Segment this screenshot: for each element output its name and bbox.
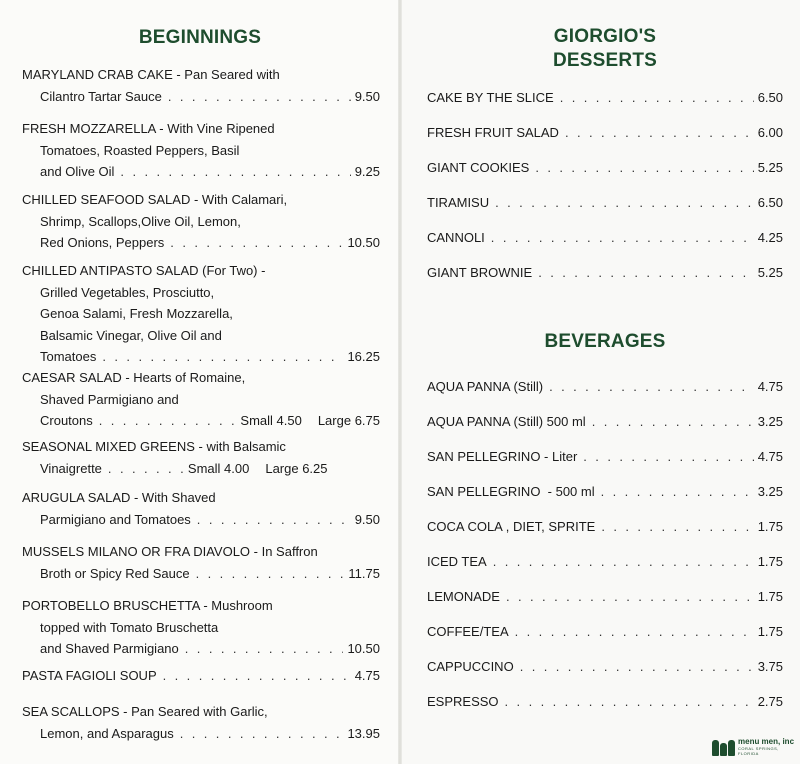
item-price: 1.75: [757, 589, 783, 604]
item-price: 6.00: [757, 125, 783, 140]
item-price: 3.25: [757, 414, 783, 429]
item-line: Grilled Vegetables, Prosciutto,: [40, 284, 215, 300]
item-price: 3.75: [757, 659, 783, 674]
beverages-list: [427, 369, 783, 719]
item-line: Tomatoes, Roasted Peppers, Basil: [40, 142, 240, 158]
item-price: 2.75: [757, 694, 783, 709]
beginnings-heading: BEGINNINGS: [138, 27, 262, 48]
desserts-heading-line1: GIORGIO'S: [553, 26, 657, 47]
item-price: 9.25: [354, 164, 380, 179]
item-line: SEA SCALLOPS - Pan Seared with Garlic,: [22, 704, 268, 719]
item-price: 5.25: [757, 265, 783, 280]
leader-dots: [506, 579, 754, 614]
leader-dots: [491, 220, 754, 255]
item-price: 13.95: [347, 725, 380, 741]
leader-dots: [180, 723, 344, 745]
leader-dots: [583, 439, 753, 474]
menu-item-arugula-salad: [22, 487, 380, 530]
item-line: MARYLAND CRAB CAKE - Pan Seared with: [22, 67, 280, 82]
item-name: GIANT COOKIES: [427, 160, 530, 175]
item-line: Croutons: [40, 413, 93, 428]
beverage-item: [427, 474, 783, 509]
item-price: 5.25: [757, 160, 783, 175]
menu-item-mussels: [22, 541, 380, 584]
beverage-item: [427, 369, 783, 404]
leader-dots: [601, 474, 754, 509]
item-name: SAN PELLEGRINO - Liter: [427, 449, 578, 464]
menu-item-sea-scallops: [22, 701, 380, 744]
leader-dots: [520, 649, 754, 684]
item-line: Cilantro Tartar Sauce: [40, 88, 162, 104]
item-name: SAN PELLEGRINO - 500 ml: [427, 484, 595, 499]
menu-item-pasta-fagioli-soup: [22, 665, 380, 687]
item-line: MUSSELS MILANO OR FRA DIAVOLO - In Saffron: [22, 544, 318, 559]
item-price: 1.75: [757, 519, 783, 534]
item-price: 1.75: [757, 554, 783, 569]
item-line: Vinaigrette: [40, 460, 102, 476]
leader-dots: [495, 185, 754, 220]
dessert-item: [427, 220, 783, 255]
item-name: FRESH FRUIT SALAD: [427, 125, 559, 140]
item-line: Broth or Spicy Red Sauce: [40, 565, 190, 581]
desserts-heading-line2: DESSERTS: [552, 50, 657, 71]
large-price: Large 6.75: [317, 413, 380, 428]
menu-item-crab-cake: [22, 64, 380, 107]
item-name: CANNOLI: [427, 230, 485, 245]
item-line: Tomatoes: [40, 349, 97, 364]
item-line: ARUGULA SALAD - With Shaved: [22, 490, 216, 505]
menu-item-chilled-seafood-salad: [22, 189, 380, 254]
logo-subtext: CORAL SPRINGS, FLORIDA: [738, 746, 779, 756]
item-line: Genoa Salami, Fresh Mozzarella,: [40, 306, 233, 321]
item-line: Shrimp, Scallops,Olive Oil, Lemon,: [40, 213, 241, 229]
item-line: PASTA FAGIOLI SOUP: [22, 668, 157, 683]
item-sizes: [188, 458, 328, 480]
item-price: 4.75: [757, 449, 783, 464]
leader-dots: [99, 410, 237, 432]
people-figures-icon: [712, 740, 736, 756]
leader-dots: [196, 563, 345, 585]
item-line: topped with Tomato Bruschetta: [40, 619, 219, 635]
leader-dots: [108, 458, 184, 480]
beverages-heading: BEVERAGES: [544, 331, 666, 352]
item-line: FRESH MOZZARELLA - With Vine Ripened: [22, 121, 275, 136]
item-price: 4.25: [757, 230, 783, 245]
leader-dots: [549, 369, 754, 404]
menu-item-fresh-mozzarella: [22, 118, 380, 183]
leader-dots: [515, 614, 754, 649]
page-fold: [398, 0, 402, 764]
leader-dots: [560, 80, 754, 115]
leader-dots: [565, 115, 754, 150]
leader-dots: [535, 150, 753, 185]
large-price: Large 6.25: [265, 460, 328, 476]
menu-item-seasonal-mixed-greens: [22, 436, 380, 479]
dessert-item: [427, 255, 783, 290]
item-line: Lemon, and Asparagus: [40, 725, 174, 741]
menu-item-caesar-salad: [22, 367, 380, 432]
item-price: 3.25: [757, 484, 783, 499]
item-line: SEASONAL MIXED GREENS - with Balsamic: [22, 439, 286, 454]
item-line: Red Onions, Peppers: [40, 235, 165, 250]
item-price: 6.50: [757, 195, 783, 210]
item-price: 6.50: [757, 90, 783, 105]
item-line: CHILLED ANTIPASTO SALAD (For Two) -: [22, 263, 266, 278]
leader-dots: [102, 346, 343, 368]
leader-dots: [601, 509, 753, 544]
small-price: Small 4.00: [187, 460, 250, 476]
item-line: Shaved Parmigiano and: [40, 391, 179, 407]
leader-dots: [493, 544, 754, 579]
dessert-item: [427, 80, 783, 115]
item-name: TIRAMISU: [427, 195, 490, 210]
leader-dots: [592, 404, 754, 439]
item-line: Parmigiano and Tomatoes: [40, 511, 191, 527]
leader-dots: [168, 86, 351, 108]
small-price: Small 4.50: [240, 413, 302, 428]
item-price: 1.75: [757, 624, 783, 639]
beverage-item: [427, 684, 783, 719]
desserts-heading: [500, 25, 710, 73]
item-line: PORTOBELLO BRUSCHETTA - Mushroom: [22, 598, 273, 613]
item-line: and Olive Oil: [40, 164, 115, 179]
menu-item-chilled-antipasto-salad: [22, 260, 380, 368]
item-name: GIANT BROWNIE: [427, 265, 533, 280]
item-name: LEMONADE: [427, 589, 500, 604]
dessert-item: [427, 150, 783, 185]
leader-dots: [185, 638, 344, 660]
item-line: and Shaved Parmigiano: [40, 641, 179, 656]
item-line: CAESAR SALAD - Hearts of Romaine,: [22, 370, 246, 385]
dessert-item: [427, 115, 783, 150]
item-price: 9.50: [354, 88, 380, 104]
leader-dots: [505, 684, 754, 719]
logo-text: menu men, inc: [738, 737, 795, 746]
item-name: ICED TEA: [427, 554, 487, 569]
item-price: 4.75: [354, 668, 380, 683]
item-name: AQUA PANNA (Still) 500 ml: [427, 414, 586, 429]
item-name: CAKE BY THE SLICE: [427, 90, 554, 105]
desserts-list: [427, 80, 783, 290]
item-line: CHILLED SEAFOOD SALAD - With Calamari,: [22, 192, 288, 207]
beverage-item: [427, 579, 783, 614]
item-price: 10.50: [347, 641, 380, 656]
beverage-item: [427, 649, 783, 684]
beverage-item: [427, 439, 783, 474]
item-name: COCA COLA , DIET, SPRITE: [427, 519, 596, 534]
menu-men-logo: [712, 737, 800, 756]
item-name: COFFEE/TEA: [427, 624, 509, 639]
item-name: AQUA PANNA (Still): [427, 379, 544, 394]
item-price: 9.50: [354, 511, 380, 527]
beverage-item: [427, 509, 783, 544]
leader-dots: [197, 509, 351, 531]
beverage-item: [427, 404, 783, 439]
leader-dots: [163, 665, 351, 687]
item-price: 4.75: [757, 379, 783, 394]
item-sizes: [240, 410, 380, 432]
item-price: 11.75: [348, 565, 380, 581]
item-name: ESPRESSO: [427, 694, 499, 709]
dessert-item: [427, 185, 783, 220]
item-name: CAPPUCCINO: [427, 659, 514, 674]
item-line: Balsamic Vinegar, Olive Oil and: [40, 327, 222, 343]
beverage-item: [427, 544, 783, 579]
leader-dots: [120, 161, 350, 183]
item-price: 16.25: [347, 349, 380, 364]
item-price: 10.50: [347, 235, 380, 250]
menu-item-portobello-bruschetta: [22, 595, 380, 660]
leader-dots: [170, 232, 343, 254]
beverage-item: [427, 614, 783, 649]
leader-dots: [538, 255, 753, 290]
